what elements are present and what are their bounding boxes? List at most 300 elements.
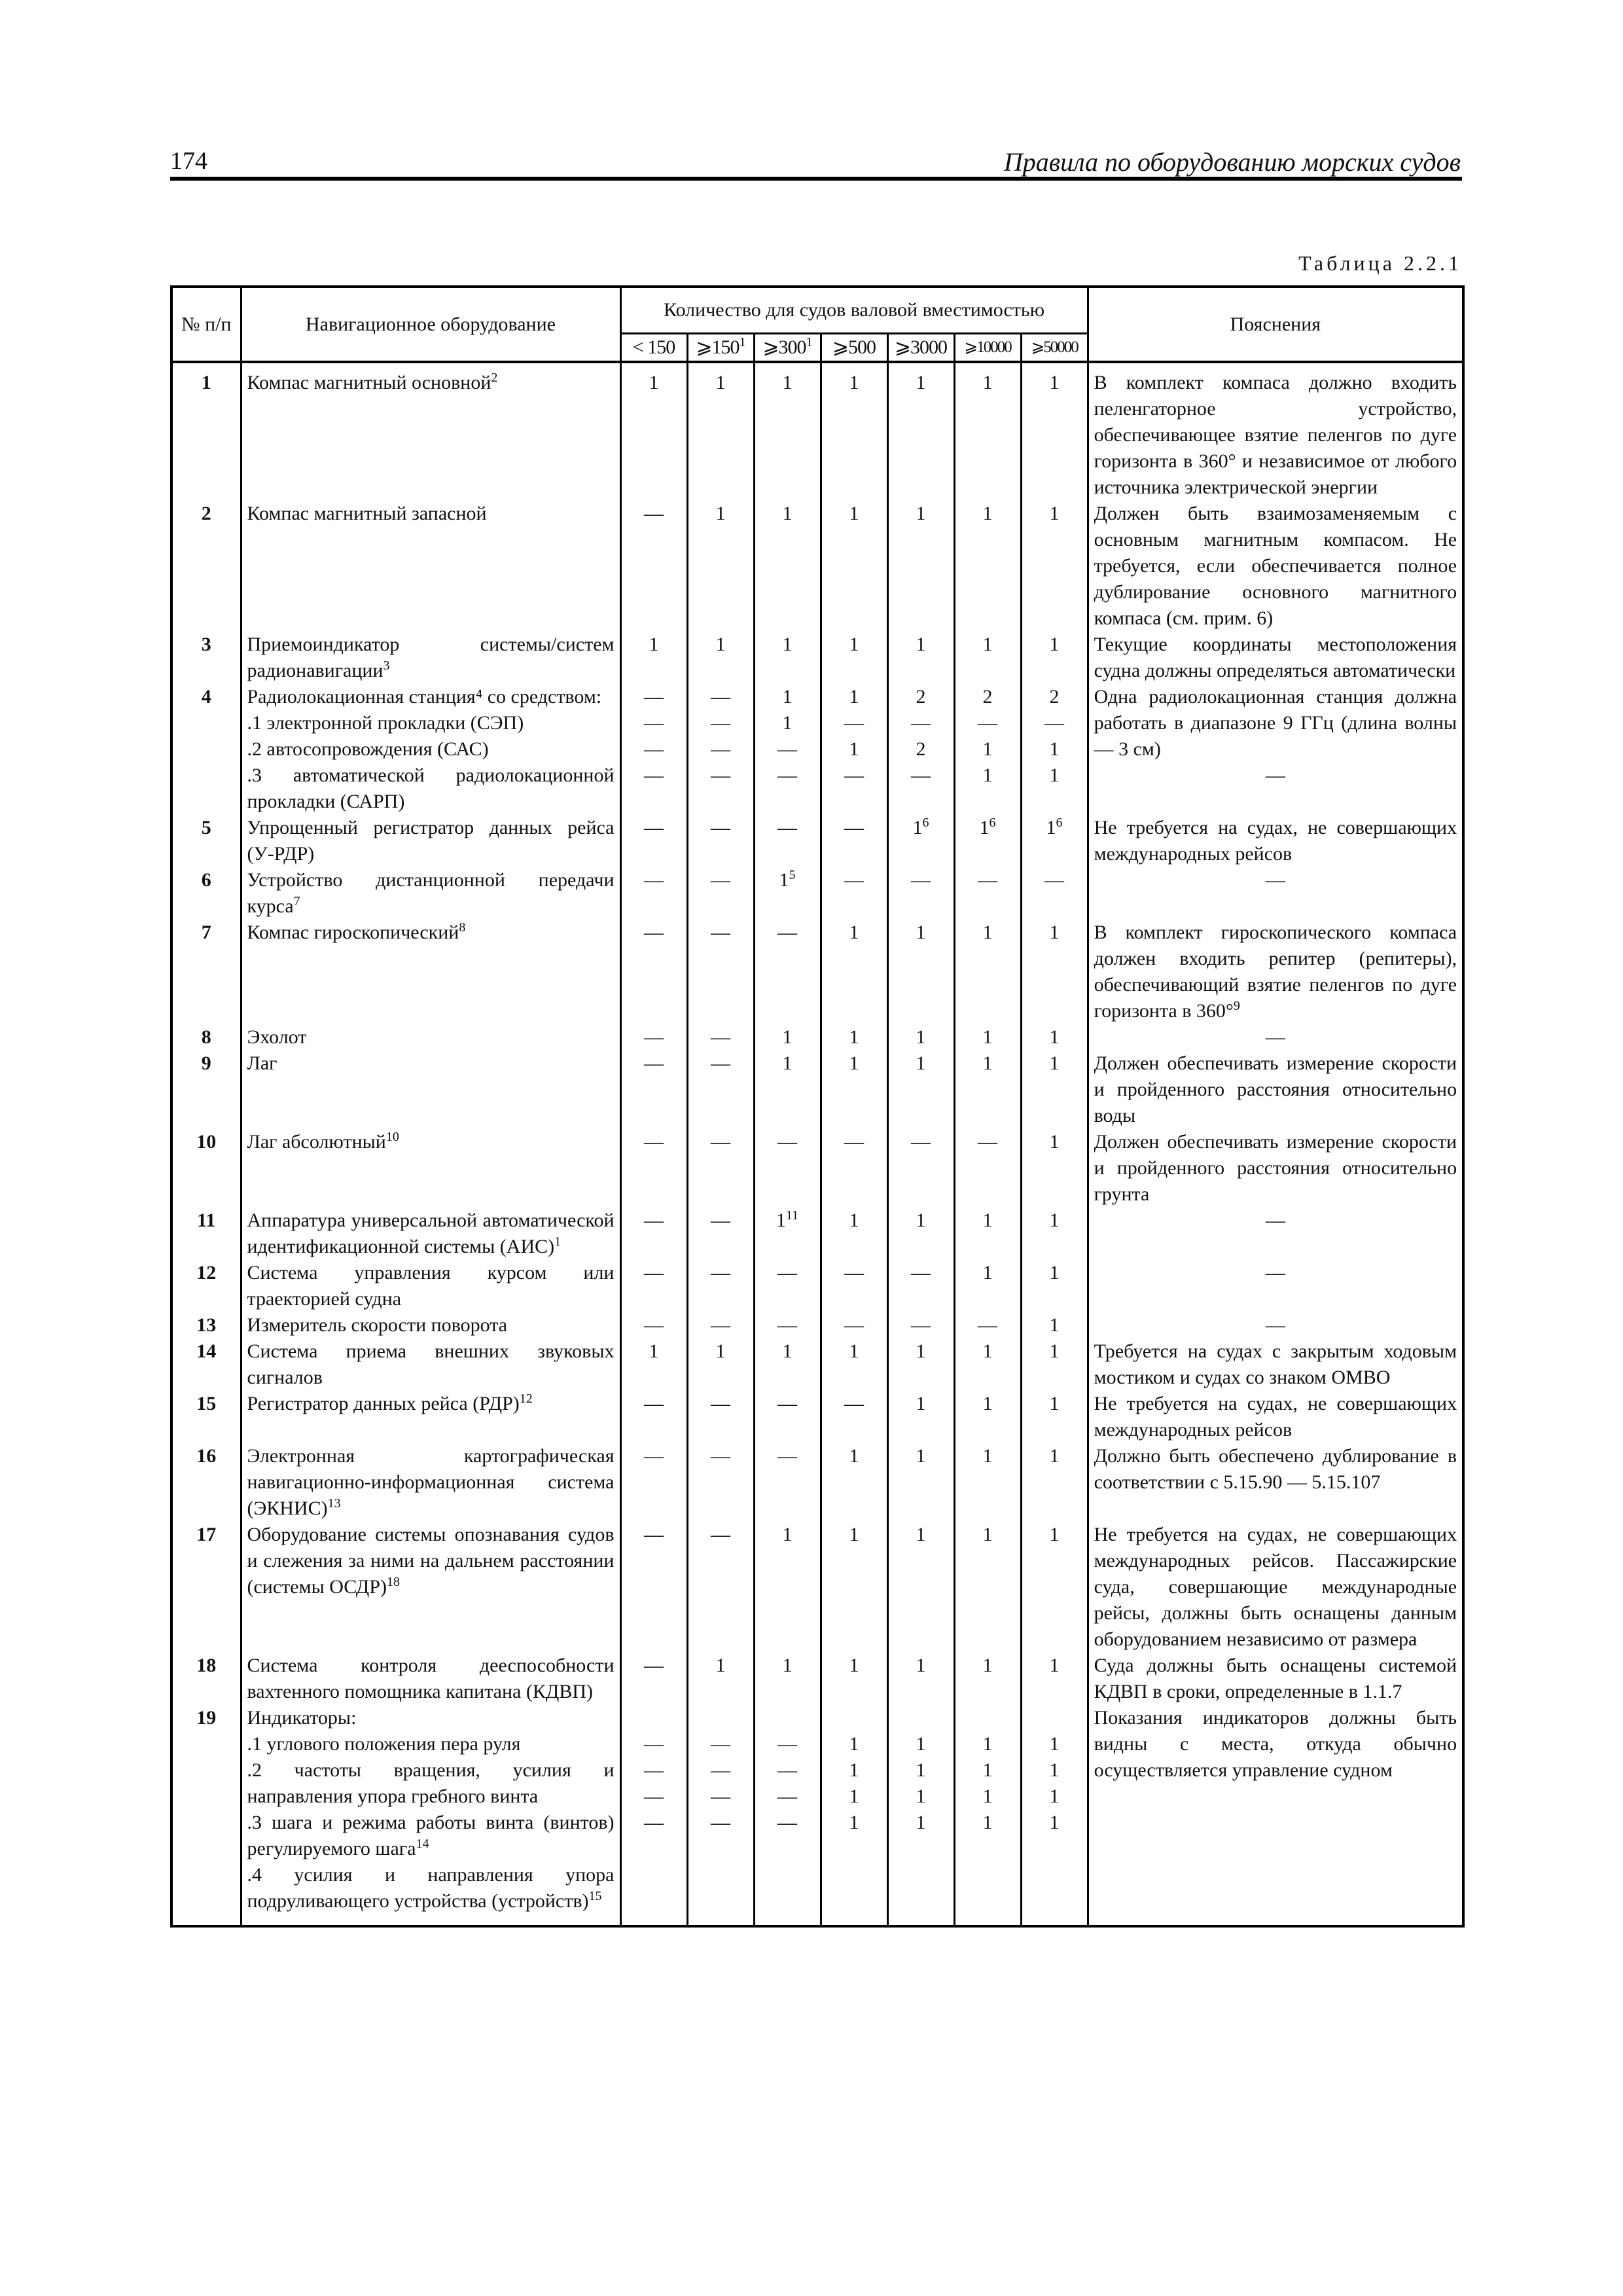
- footnote-ref: 8: [459, 920, 466, 935]
- cell-text: 1: [849, 1733, 859, 1755]
- row-number: 2: [171, 501, 241, 632]
- cell-text: 1: [916, 1785, 926, 1807]
- quantity-value: [627, 1443, 681, 1469]
- cell-text: 1: [1049, 1655, 1060, 1676]
- cell-text: Не требуется на судах, не совершающих международных рейсов. Пассажирские суда, совершающие международные рейсы, должны быть оснащены данным оборудованием независимо от размера: [1094, 1524, 1457, 1650]
- quantity-cell: [887, 1312, 954, 1338]
- quantity-value: [627, 632, 681, 658]
- quantity-value: [961, 1208, 1015, 1234]
- cell-text: 1: [979, 817, 990, 838]
- quantity-cell: [1021, 1024, 1088, 1050]
- quantity-cell: [887, 867, 954, 920]
- quantity-cell: [620, 867, 687, 920]
- quantity-value: [694, 736, 748, 762]
- quantity-value: [694, 1208, 748, 1234]
- cell-text: 1: [782, 503, 793, 524]
- cell-text: Компас магнитный запасной: [247, 503, 487, 524]
- cell-text: 1: [849, 1812, 859, 1833]
- quantity-value: [827, 867, 882, 893]
- quantity-value: [827, 815, 882, 841]
- quantity-value: [694, 1391, 748, 1417]
- table-row: [171, 684, 1463, 815]
- footnote-ref: 1: [739, 335, 745, 350]
- cell-text: —: [844, 712, 864, 734]
- cell-text: Система управления курсом или траекторией судна: [247, 1262, 615, 1310]
- quantity-value: [627, 1208, 681, 1234]
- quantity-value: [627, 762, 681, 789]
- quantity-cell: [821, 1208, 887, 1260]
- table-row: [171, 632, 1463, 684]
- quantity-cell: [887, 1024, 954, 1050]
- quantity-value: [1027, 1338, 1082, 1365]
- cell-text: —: [644, 1026, 664, 1048]
- cell-text: 1: [849, 1759, 859, 1781]
- cell-text: 1: [982, 1655, 993, 1676]
- quantity-value: [827, 1208, 882, 1234]
- quantity-value: [1027, 1653, 1082, 1679]
- row-number: 11: [171, 1208, 241, 1260]
- quantity-value: [894, 867, 948, 893]
- table-row: [171, 920, 1463, 1024]
- quantity-cell: [821, 1391, 887, 1443]
- cell-text: —: [711, 1524, 730, 1545]
- note-cell: [1088, 501, 1463, 632]
- quantity-value: [961, 1024, 1015, 1050]
- cell-text: —: [978, 1131, 997, 1153]
- quantity-value: [627, 710, 681, 736]
- quantity-value: [894, 1050, 948, 1077]
- quantity-value: [827, 1757, 882, 1784]
- quantity-cell: [620, 1208, 687, 1260]
- quantity-value: [827, 632, 882, 658]
- quantity-value: [694, 1443, 748, 1469]
- row-number: 3: [171, 632, 241, 684]
- cell-text: —: [644, 1445, 664, 1467]
- cell-text: 1: [779, 869, 789, 891]
- quantity-cell: [887, 1338, 954, 1391]
- equipment-name-line: [247, 1050, 615, 1077]
- quantity-cell: [1021, 1443, 1088, 1522]
- cell-text: —: [911, 764, 931, 786]
- quantity-cell: [954, 1522, 1021, 1653]
- cell-text: Приемоиндикатор системы/систем радионавигации: [247, 634, 615, 681]
- footnote-ref: 6: [1056, 816, 1063, 830]
- cell-text: —: [777, 1131, 797, 1153]
- equipment-name-line: [247, 370, 615, 396]
- quantity-value: [694, 867, 748, 893]
- cell-text: 1: [782, 712, 793, 734]
- cell-text: 1: [715, 634, 726, 655]
- cell-text: Не требуется на судах, не совершающих международных рейсов: [1094, 1393, 1457, 1441]
- cell-text: ⩾50000: [1031, 338, 1078, 356]
- equipment-name: [241, 632, 620, 684]
- quantity-cell: [954, 362, 1021, 501]
- cell-text: 1: [982, 1026, 993, 1048]
- quantity-cell: [754, 501, 821, 632]
- quantity-value: [827, 762, 882, 789]
- table-row: [171, 1024, 1463, 1050]
- quantity-cell: [954, 1338, 1021, 1391]
- row-number: 5: [171, 815, 241, 867]
- quantity-value: [627, 1731, 681, 1757]
- quantity-value: [827, 1338, 882, 1365]
- page-header: [170, 137, 1462, 181]
- cell-text: .1 электронной прокладки (СЭП): [247, 712, 524, 734]
- cell-text: 1: [1046, 817, 1056, 838]
- equipment-name: [241, 684, 620, 815]
- cell-text: —: [1044, 869, 1065, 891]
- cell-text: 1: [916, 922, 926, 943]
- quantity-cell: [821, 920, 887, 1024]
- cell-text: 1: [916, 1340, 926, 1362]
- quantity-value: [961, 815, 1015, 841]
- cell-text: 1: [982, 764, 993, 786]
- cell-text: —: [644, 1393, 664, 1414]
- quantity-cell: [1021, 684, 1088, 815]
- quantity-value: [894, 1391, 948, 1417]
- quantity-cell: [821, 1522, 887, 1653]
- cell-text: 1: [849, 738, 859, 760]
- quantity-value: [827, 920, 882, 946]
- equipment-name-line: [247, 1705, 615, 1731]
- cell-text: 1: [849, 1210, 859, 1231]
- cell-text: 1: [1049, 1759, 1060, 1781]
- cell-text: 1: [1049, 1524, 1060, 1545]
- quantity-value: [760, 684, 815, 710]
- quantity-value: [760, 1705, 815, 1731]
- quantity-value: [627, 1653, 681, 1679]
- cell-text: ⩾3000: [894, 336, 948, 358]
- quantity-value: [894, 1810, 948, 1836]
- quantity-cell: [754, 867, 821, 920]
- note-cell: [1088, 1024, 1463, 1050]
- quantity-cell: [754, 362, 821, 501]
- quantity-cell: [821, 1024, 887, 1050]
- quantity-value: [961, 1443, 1015, 1469]
- equipment-name-line: [247, 1208, 615, 1260]
- quantity-cell: [887, 1653, 954, 1705]
- quantity-cell: [620, 1391, 687, 1443]
- quantity-value: [1027, 1522, 1082, 1548]
- cell-text: 1: [1049, 1445, 1060, 1467]
- table-caption: Таблица 2.2.1: [1298, 251, 1462, 275]
- equipment-name-line: [247, 867, 615, 920]
- table-row: [171, 1260, 1463, 1312]
- quantity-value: [827, 1522, 882, 1548]
- footnote-ref: 6: [989, 816, 996, 830]
- quantity-value: [694, 1731, 748, 1757]
- quantity-value: [961, 736, 1015, 762]
- equipment-name-line: [247, 1862, 615, 1914]
- quantity-cell: [620, 920, 687, 1024]
- quantity-cell: [687, 920, 754, 1024]
- cell-text: 1: [782, 1340, 793, 1362]
- cell-text: 1: [982, 1052, 993, 1074]
- quantity-cell: [1021, 1653, 1088, 1705]
- note-cell: [1088, 920, 1463, 1024]
- quantity-value: [760, 815, 815, 841]
- cell-text: Лаг абсолютный: [247, 1131, 386, 1153]
- cell-text: 1: [1049, 1026, 1060, 1048]
- cell-text: —: [644, 1131, 664, 1153]
- note-cell: [1088, 1705, 1463, 1926]
- equipment-name-line: [247, 1810, 615, 1862]
- quantity-value: [1027, 736, 1082, 762]
- cell-text: Индикаторы:: [247, 1707, 357, 1729]
- quantity-cell: [754, 1653, 821, 1705]
- cell-text: .1 углового положения пера руля: [247, 1733, 521, 1755]
- quantity-value: [961, 1260, 1015, 1286]
- quantity-value: [894, 710, 948, 736]
- quantity-value: [760, 1129, 815, 1155]
- cell-text: 1: [912, 817, 923, 838]
- cell-text: ⩾10000: [964, 338, 1011, 356]
- cell-text: —: [644, 922, 664, 943]
- quantity-value: [694, 1705, 748, 1731]
- quantity-cell: [887, 1208, 954, 1260]
- quantity-value: [694, 370, 748, 396]
- note-cell: [1088, 1522, 1463, 1653]
- cell-text: Должно быть обеспечено дублирование в соответствии с 5.15.90 — 5.15.107: [1094, 1445, 1457, 1493]
- quantity-cell: [1021, 632, 1088, 684]
- footnote-ref: 1: [806, 335, 812, 350]
- cell-text: Должен обеспечивать измерение скорости и пройденного расстояния относительно грунта: [1094, 1131, 1457, 1205]
- cell-text: Регистратор данных рейса (РДР): [247, 1393, 520, 1414]
- quantity-value: [894, 370, 948, 396]
- row-number: 12: [171, 1260, 241, 1312]
- cell-text: —: [644, 738, 664, 760]
- quantity-value: [694, 632, 748, 658]
- cell-text: —: [844, 1131, 864, 1153]
- quantity-value: [827, 710, 882, 736]
- cell-text: 2: [916, 686, 926, 708]
- table-row: [171, 1391, 1463, 1443]
- quantity-value: [627, 684, 681, 710]
- table-row: [171, 1522, 1463, 1653]
- quantity-cell: [687, 684, 754, 815]
- note-cell: [1088, 867, 1463, 920]
- cell-text: Компас магнитный основной: [247, 372, 491, 393]
- quantity-value: [760, 736, 815, 762]
- quantity-value: [760, 920, 815, 946]
- cell-text: 1: [982, 738, 993, 760]
- quantity-value: [827, 1443, 882, 1469]
- row-number: 19: [171, 1705, 241, 1926]
- quantity-value: [760, 1208, 815, 1234]
- cell-text: 1: [1049, 1733, 1060, 1755]
- cell-text: В комплект компаса должно входить пеленгаторное устройство, обеспечивающее взятие пеленгов по дуге горизонта в 360° и независимое от любого источника электрической энергии: [1094, 372, 1457, 498]
- quantity-cell: [954, 1391, 1021, 1443]
- row-number: 9: [171, 1050, 241, 1129]
- quantity-value: [694, 1050, 748, 1077]
- cell-text: 1: [1049, 1052, 1060, 1074]
- cell-text: 1: [849, 503, 859, 524]
- quantity-value: [961, 1653, 1015, 1679]
- cell-text: —: [644, 1812, 664, 1833]
- equipment-table: [170, 285, 1465, 1928]
- quantity-value: [894, 920, 948, 946]
- quantity-value: [627, 1338, 681, 1365]
- quantity-value: [694, 1260, 748, 1286]
- quantity-cell: [954, 1129, 1021, 1208]
- quantity-value: [961, 1784, 1015, 1810]
- quantity-cell: [754, 1443, 821, 1522]
- note-cell: [1088, 1050, 1463, 1129]
- cell-text: ⩾500: [832, 336, 876, 358]
- footnote-ref: 7: [293, 894, 300, 908]
- quantity-value: [627, 1522, 681, 1548]
- quantity-value: [827, 1129, 882, 1155]
- cell-text: Эхолот: [247, 1026, 307, 1048]
- cell-text: —: [644, 712, 664, 734]
- quantity-cell: [754, 1024, 821, 1050]
- quantity-value: [894, 1443, 948, 1469]
- quantity-cell: [887, 632, 954, 684]
- note-cell: [1088, 815, 1463, 867]
- quantity-cell: [954, 1260, 1021, 1312]
- quantity-cell: [620, 1338, 687, 1391]
- quantity-value: [961, 1705, 1015, 1731]
- quantity-cell: [1021, 867, 1088, 920]
- quantity-value: [694, 1129, 748, 1155]
- quantity-value: [827, 736, 882, 762]
- row-number: 15: [171, 1391, 241, 1443]
- equipment-name-line: [247, 1653, 615, 1705]
- cell-text: —: [844, 764, 864, 786]
- quantity-value: [694, 815, 748, 841]
- quantity-value: [894, 1024, 948, 1050]
- quantity-cell: [1021, 920, 1088, 1024]
- quantity-cell: [1021, 815, 1088, 867]
- cell-text: Не требуется на судах, не совершающих международных рейсов: [1094, 817, 1457, 865]
- cell-text: .3 шага и режима работы винта (винтов) регулируемого шага: [247, 1812, 615, 1859]
- cell-text: 1: [849, 1785, 859, 1807]
- quantity-value: [961, 710, 1015, 736]
- header-tonnage-2: [754, 334, 821, 363]
- cell-text: ⩾300: [762, 336, 806, 358]
- quantity-value: [1027, 1391, 1082, 1417]
- quantity-value: [760, 1260, 815, 1286]
- cell-text: —: [777, 1262, 797, 1283]
- table-body: [171, 362, 1463, 1926]
- quantity-value: [627, 501, 681, 527]
- quantity-value: [627, 1129, 681, 1155]
- table-row: [171, 501, 1463, 632]
- note-cell: [1088, 1312, 1463, 1338]
- cell-text: 1: [982, 1812, 993, 1833]
- quantity-value: [1027, 815, 1082, 841]
- equipment-name-line: [247, 501, 615, 527]
- cell-text: Должен обеспечивать измерение скорости и пройденного расстояния относительно воды: [1094, 1052, 1457, 1126]
- cell-text: .2 частоты вращения, усилия и направления упора гребного винта: [247, 1759, 615, 1807]
- equipment-name-line: [247, 684, 615, 710]
- cell-text: —: [644, 1262, 664, 1283]
- quantity-cell: [821, 1050, 887, 1129]
- quantity-cell: [821, 1129, 887, 1208]
- quantity-cell: [821, 501, 887, 632]
- footnote-ref: 2: [491, 370, 498, 385]
- quantity-cell: [687, 501, 754, 632]
- quantity-value: [760, 632, 815, 658]
- cell-text: .4 усилия и направления упора подруливающего устройства (устройств): [247, 1864, 615, 1912]
- cell-text: 1: [982, 372, 993, 393]
- cell-text: —: [777, 1393, 797, 1414]
- quantity-cell: [887, 1129, 954, 1208]
- footnote-ref: 9: [1233, 999, 1240, 1013]
- quantity-value: [760, 1757, 815, 1784]
- cell-text: —: [644, 817, 664, 838]
- cell-text: —: [1265, 1210, 1285, 1231]
- cell-text: —: [711, 817, 730, 838]
- quantity-value: [694, 762, 748, 789]
- quantity-value: [827, 370, 882, 396]
- cell-text: 1: [782, 1026, 793, 1048]
- cell-text: —: [711, 1131, 730, 1153]
- cell-text: 1: [649, 1340, 659, 1362]
- cell-text: —: [711, 712, 730, 734]
- cell-text: —: [844, 869, 864, 891]
- quantity-cell: [687, 1705, 754, 1926]
- equipment-name: [241, 1338, 620, 1391]
- quantity-value: [827, 1024, 882, 1050]
- cell-text: 1: [849, 1026, 859, 1048]
- cell-text: —: [711, 1812, 730, 1833]
- row-number: 10: [171, 1129, 241, 1208]
- cell-text: —: [644, 1759, 664, 1781]
- page-number: 174: [170, 147, 207, 175]
- quantity-value: [961, 632, 1015, 658]
- quantity-cell: [821, 684, 887, 815]
- equipment-name: [241, 1443, 620, 1522]
- header-tonnage-4: [887, 334, 954, 363]
- cell-text: 1: [916, 1655, 926, 1676]
- quantity-cell: [821, 1653, 887, 1705]
- quantity-value: [961, 501, 1015, 527]
- row-number: 14: [171, 1338, 241, 1391]
- cell-text: 1: [849, 1340, 859, 1362]
- cell-text: 1: [916, 1812, 926, 1833]
- quantity-cell: [887, 815, 954, 867]
- quantity-value: [627, 736, 681, 762]
- cell-text: Одна радиолокационная станция должна работать в диапазоне 9 ГГц (длина волны — 3 см): [1094, 686, 1457, 760]
- header-tonnage-6: [1021, 334, 1088, 363]
- cell-text: —: [711, 1759, 730, 1781]
- cell-text: Компас гироскопический: [247, 922, 459, 943]
- table-row: [171, 867, 1463, 920]
- quantity-cell: [954, 1705, 1021, 1926]
- quantity-value: [894, 815, 948, 841]
- quantity-value: [961, 920, 1015, 946]
- cell-text: 1: [1049, 1812, 1060, 1833]
- cell-text: ⩾150: [696, 336, 740, 358]
- quantity-cell: [1021, 1391, 1088, 1443]
- cell-text: —: [777, 764, 797, 786]
- quantity-cell: [687, 1208, 754, 1260]
- cell-text: —: [777, 817, 797, 838]
- quantity-cell: [687, 1338, 754, 1391]
- note-cell: [1088, 684, 1463, 815]
- cell-text: 1: [782, 1655, 793, 1676]
- quantity-cell: [1021, 1522, 1088, 1653]
- cell-text: —: [777, 1733, 797, 1755]
- quantity-cell: [1021, 1260, 1088, 1312]
- quantity-cell: [954, 1024, 1021, 1050]
- header-tonnage-5: [954, 334, 1021, 363]
- cell-text: 1: [1049, 1785, 1060, 1807]
- quantity-value: [827, 684, 882, 710]
- cell-text: 1: [916, 1733, 926, 1755]
- quantity-value: [627, 920, 681, 946]
